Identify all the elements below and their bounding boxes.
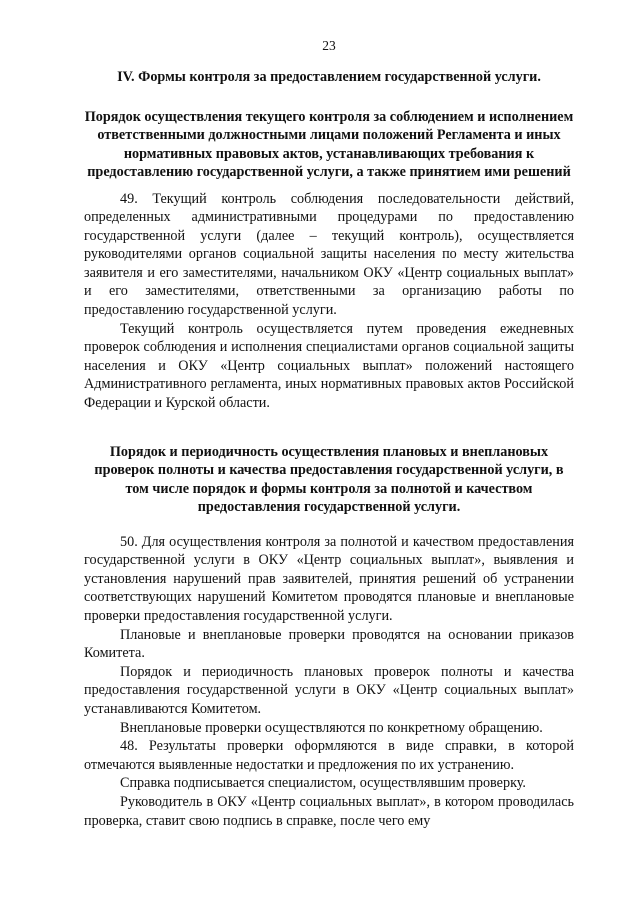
section-body-inspections <box>84 533 574 831</box>
section-body-current-control <box>84 190 574 413</box>
paragraph-inspection-periodicity: Порядок и периодичность плановых проверок полноты и качества предоставления государственной услуги в ОКУ «Центр социальных выплат» устанавливаются Комитетом. <box>84 663 574 717</box>
paragraph-50: 50. Для осуществления контроля за полнотой и качеством предоставления государственной услуги в ОКУ «Центр социальных выплат», выявления и установления нарушений прав заявителей, принятия решений об устранении соответствующих нарушений Комитетом проводятся плановые и внеплановые проверки предоставления государственной услуги. <box>84 533 574 624</box>
paragraph-unscheduled-inspections: Внеплановые проверки осуществляются по конкретному обращению. <box>120 719 543 736</box>
paragraph-current-control-method: Текущий контроль осуществляется путем проведения ежедневных проверок соблюдения и исполнения специалистами органов социальной защиты населения и ОКУ «Центр социальных выплат» положений настоящего Административного регламента, иных нормативных правовых актов Российской Федерации и Курской области. <box>84 320 574 412</box>
page-number: 23 <box>322 38 336 53</box>
sub-heading-current-control: Порядок осуществления текущего контроля за соблюдением и исполнением ответственными должностными лицами положений Регламента и иных нормативных правовых актов, устанавливающих требования к предоставлению государственной услуги, а также принятием ими решений <box>84 108 574 180</box>
sub-heading-inspections: Порядок и периодичность осуществления плановых и внеплановых проверок полноты и качества предоставления государственной услуги, в том числе порядок и формы контроля за полнотой и качеством предоставления государственной услуги. <box>94 443 564 516</box>
section-title: IV. Формы контроля за предоставлением государственной услуги. <box>117 69 541 85</box>
paragraph-49: 49. Текущий контроль соблюдения последовательности действий, определенных административными процедурами по предоставлению государственной услуги (далее – текущий контроль), осуществляется руководителями органов социальной защиты населения по месту жительства заявителя и его заместителями, начальником ОКУ «Центр социальных выплат» и его заместителями, ответственными за организацию работы по предоставлению государственной услуги. <box>84 190 574 319</box>
paragraph-48: 48. Результаты проверки оформляются в виде справки, в которой отмечаются выявленные недостатки и предложения по их устранению. <box>84 738 574 773</box>
paragraph-inspection-basis: Плановые и внеплановые проверки проводятся на основании приказов Комитета. <box>84 626 574 662</box>
paragraph-head-signature: Руководитель в ОКУ «Центр социальных выплат», в котором проводилась проверка, ставит свою подпись в справке, после чего ему <box>84 793 574 829</box>
paragraph-report-signing: Справка подписывается специалистом, осуществлявшим проверку. <box>120 775 526 792</box>
